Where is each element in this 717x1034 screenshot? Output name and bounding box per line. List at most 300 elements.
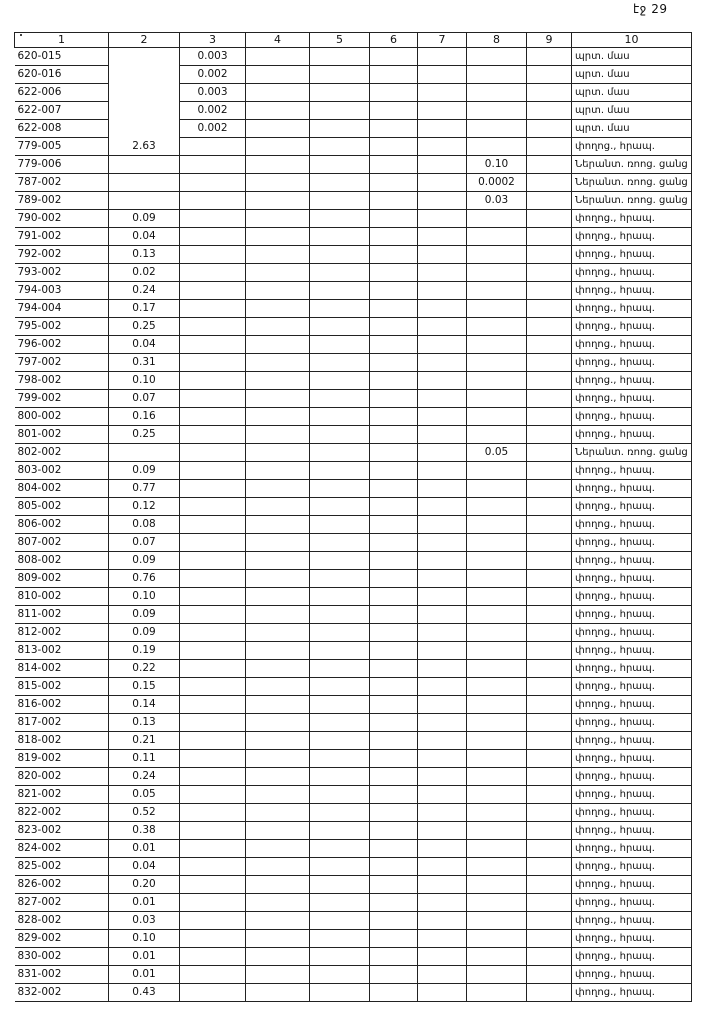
col4-cell	[246, 156, 310, 174]
col9-cell	[527, 372, 572, 390]
area-col2-cell: 0.04	[109, 228, 180, 246]
area-col3-cell	[180, 912, 246, 930]
col4-cell	[246, 174, 310, 192]
area-col8-cell	[467, 804, 527, 822]
col9-cell	[527, 192, 572, 210]
parcel-code-cell: 826-002	[15, 876, 109, 894]
col9-cell	[527, 102, 572, 120]
land-use-note-cell: փողոց., հրապ.	[572, 876, 692, 894]
col5-cell	[310, 840, 370, 858]
col7-cell	[418, 498, 467, 516]
col5-cell	[310, 426, 370, 444]
col4-cell	[246, 930, 310, 948]
col7-cell	[418, 930, 467, 948]
col6-cell	[370, 156, 418, 174]
parcel-code-cell: 799-002	[15, 390, 109, 408]
area-col3-cell	[180, 498, 246, 516]
parcel-code-cell: 829-002	[15, 930, 109, 948]
area-col2-cell: 0.10	[109, 372, 180, 390]
area-col2-cell	[109, 84, 180, 102]
col4-cell	[246, 228, 310, 246]
land-use-note-cell: պրտ. մաս	[572, 66, 692, 84]
col9-cell	[527, 624, 572, 642]
land-use-note-cell: փողոց., հրապ.	[572, 750, 692, 768]
land-use-note-cell: փողոց., հրապ.	[572, 768, 692, 786]
area-col8-cell	[467, 66, 527, 84]
area-col8-cell	[467, 876, 527, 894]
parcel-code-cell: 622-006	[15, 84, 109, 102]
col6-cell	[370, 786, 418, 804]
col5-cell	[310, 156, 370, 174]
land-use-note-cell: փողոց., հրապ.	[572, 462, 692, 480]
col5-cell	[310, 732, 370, 750]
area-col3-cell	[180, 678, 246, 696]
area-col8-cell	[467, 552, 527, 570]
area-col8-cell: 0.03	[467, 192, 527, 210]
parcel-code-cell: 813-002	[15, 642, 109, 660]
area-col2-cell: 0.02	[109, 264, 180, 282]
land-use-note-cell: փողոց., հրապ.	[572, 984, 692, 1002]
col4-cell	[246, 606, 310, 624]
col6-cell	[370, 984, 418, 1002]
parcel-code-cell: 791-002	[15, 228, 109, 246]
col5-cell	[310, 786, 370, 804]
parcel-code-cell: 810-002	[15, 588, 109, 606]
area-col8-cell	[467, 984, 527, 1002]
col5-cell	[310, 372, 370, 390]
col6-cell	[370, 390, 418, 408]
area-col8-cell	[467, 354, 527, 372]
table-row	[15, 912, 692, 930]
area-col3-cell	[180, 228, 246, 246]
col9-cell	[527, 552, 572, 570]
col7-cell	[418, 426, 467, 444]
col4-cell	[246, 660, 310, 678]
col7-cell	[418, 66, 467, 84]
table-row	[15, 768, 692, 786]
col4-cell	[246, 624, 310, 642]
col7-cell	[418, 516, 467, 534]
area-col2-cell: 0.04	[109, 858, 180, 876]
col9-cell	[527, 984, 572, 1002]
land-use-note-cell: փողոց., հրապ.	[572, 642, 692, 660]
area-col2-cell: 0.09	[109, 624, 180, 642]
col6-cell	[370, 498, 418, 516]
col4-cell	[246, 750, 310, 768]
table-row	[15, 642, 692, 660]
area-col8-cell	[467, 246, 527, 264]
table-row	[15, 588, 692, 606]
col7-cell	[418, 84, 467, 102]
parcel-code-cell: 830-002	[15, 948, 109, 966]
table-row	[15, 570, 692, 588]
col4-cell	[246, 462, 310, 480]
area-col8-cell	[467, 498, 527, 516]
parcel-code-cell: 831-002	[15, 966, 109, 984]
area-col8-cell	[467, 948, 527, 966]
area-col2-cell: 0.17	[109, 300, 180, 318]
area-col2-cell: 0.24	[109, 768, 180, 786]
parcel-code-cell: 793-002	[15, 264, 109, 282]
col-header-9: 9	[527, 33, 572, 48]
land-use-note-cell: փողոց., հրապ.	[572, 624, 692, 642]
table-row	[15, 444, 692, 462]
table-row	[15, 426, 692, 444]
area-col8-cell	[467, 48, 527, 66]
area-col8-cell	[467, 840, 527, 858]
col4-cell	[246, 264, 310, 282]
land-use-note-cell: փողոց., հրապ.	[572, 714, 692, 732]
col5-cell	[310, 498, 370, 516]
col4-cell	[246, 66, 310, 84]
table-row	[15, 84, 692, 102]
col6-cell	[370, 264, 418, 282]
area-col3-cell	[180, 606, 246, 624]
area-col8-cell	[467, 282, 527, 300]
parcel-code-cell: 622-007	[15, 102, 109, 120]
area-col3-cell	[180, 480, 246, 498]
area-col3-cell	[180, 444, 246, 462]
col4-cell	[246, 336, 310, 354]
col6-cell	[370, 318, 418, 336]
col7-cell	[418, 966, 467, 984]
col6-cell	[370, 660, 418, 678]
col5-cell	[310, 966, 370, 984]
col9-cell	[527, 354, 572, 372]
col5-cell	[310, 390, 370, 408]
col5-cell	[310, 714, 370, 732]
col6-cell	[370, 210, 418, 228]
area-col2-cell: 0.31	[109, 354, 180, 372]
col7-cell	[418, 858, 467, 876]
area-col2-cell: 0.25	[109, 426, 180, 444]
col9-cell	[527, 570, 572, 588]
col4-cell	[246, 102, 310, 120]
col7-cell	[418, 714, 467, 732]
col5-cell	[310, 120, 370, 138]
col4-cell	[246, 390, 310, 408]
col6-cell	[370, 642, 418, 660]
table-row	[15, 948, 692, 966]
land-use-note-cell: փողոց., հրապ.	[572, 588, 692, 606]
area-col2-cell: 0.09	[109, 462, 180, 480]
col7-cell	[418, 390, 467, 408]
parcel-code-cell: 811-002	[15, 606, 109, 624]
col7-cell	[418, 984, 467, 1002]
area-col2-cell: 0.52	[109, 804, 180, 822]
area-col2-cell	[109, 156, 180, 174]
land-use-note-cell: փողոց., հրապ.	[572, 246, 692, 264]
area-col2-cell: 0.13	[109, 714, 180, 732]
area-col2-cell: 0.24	[109, 282, 180, 300]
land-use-note-cell: փողոց., հրապ.	[572, 732, 692, 750]
col4-cell	[246, 984, 310, 1002]
land-use-note-cell: փողոց., հրապ.	[572, 930, 692, 948]
col6-cell	[370, 372, 418, 390]
col5-cell	[310, 318, 370, 336]
col9-cell	[527, 786, 572, 804]
col6-cell	[370, 354, 418, 372]
col7-cell	[418, 336, 467, 354]
area-col2-cell: 0.15	[109, 678, 180, 696]
parcel-code-cell: 779-005	[15, 138, 109, 156]
col4-cell	[246, 678, 310, 696]
parcel-code-cell: 812-002	[15, 624, 109, 642]
table-row	[15, 156, 692, 174]
area-col8-cell	[467, 660, 527, 678]
table-row	[15, 48, 692, 66]
area-col8-cell	[467, 624, 527, 642]
land-use-note-cell: փողոց., հրապ.	[572, 840, 692, 858]
parcel-code-cell: 819-002	[15, 750, 109, 768]
col7-cell	[418, 192, 467, 210]
area-col3-cell	[180, 786, 246, 804]
table-row	[15, 552, 692, 570]
col4-cell	[246, 210, 310, 228]
area-col2-cell: 2.63	[109, 138, 180, 156]
table-row	[15, 462, 692, 480]
area-col2-cell	[109, 66, 180, 84]
col6-cell	[370, 570, 418, 588]
table-row	[15, 786, 692, 804]
col5-cell	[310, 300, 370, 318]
area-col2-cell: 0.01	[109, 894, 180, 912]
area-col8-cell	[467, 570, 527, 588]
col4-cell	[246, 894, 310, 912]
area-col8-cell	[467, 696, 527, 714]
col4-cell	[246, 948, 310, 966]
col7-cell	[418, 534, 467, 552]
table-row	[15, 192, 692, 210]
col4-cell	[246, 480, 310, 498]
col7-cell	[418, 660, 467, 678]
table-row	[15, 606, 692, 624]
col5-cell	[310, 192, 370, 210]
area-col3-cell	[180, 534, 246, 552]
area-col3-cell	[180, 894, 246, 912]
area-col3-cell	[180, 372, 246, 390]
col5-cell	[310, 246, 370, 264]
land-use-note-cell: Ներանտ. ռոոց. ցանց	[572, 192, 692, 210]
area-col2-cell: 0.10	[109, 588, 180, 606]
col-header-7: 7	[418, 33, 467, 48]
area-col8-cell	[467, 822, 527, 840]
area-col3-cell	[180, 984, 246, 1002]
col9-cell	[527, 462, 572, 480]
col7-cell	[418, 354, 467, 372]
col6-cell	[370, 228, 418, 246]
area-col2-cell: 0.77	[109, 480, 180, 498]
parcel-code-cell: 806-002	[15, 516, 109, 534]
col9-cell	[527, 858, 572, 876]
area-col3-cell	[180, 210, 246, 228]
col9-cell	[527, 516, 572, 534]
area-col3-cell: 0.002	[180, 102, 246, 120]
area-col2-cell: 0.13	[109, 246, 180, 264]
col7-cell	[418, 408, 467, 426]
col9-cell	[527, 912, 572, 930]
land-use-note-cell: փողոց., հրապ.	[572, 966, 692, 984]
col7-cell	[418, 804, 467, 822]
area-col3-cell	[180, 696, 246, 714]
col4-cell	[246, 732, 310, 750]
col7-cell	[418, 750, 467, 768]
col4-cell	[246, 48, 310, 66]
col5-cell	[310, 462, 370, 480]
area-col2-cell: 0.07	[109, 390, 180, 408]
area-col3-cell	[180, 588, 246, 606]
parcel-code-cell: 827-002	[15, 894, 109, 912]
area-col8-cell	[467, 534, 527, 552]
col6-cell	[370, 678, 418, 696]
area-col2-cell	[109, 102, 180, 120]
col5-cell	[310, 552, 370, 570]
table-row	[15, 246, 692, 264]
parcel-code-cell: 816-002	[15, 696, 109, 714]
col6-cell	[370, 174, 418, 192]
col7-cell	[418, 48, 467, 66]
col4-cell	[246, 714, 310, 732]
table-row	[15, 714, 692, 732]
parcel-code-cell: 622-008	[15, 120, 109, 138]
area-col8-cell	[467, 606, 527, 624]
area-col3-cell: 0.002	[180, 66, 246, 84]
area-col2-cell: 0.09	[109, 552, 180, 570]
table-row	[15, 264, 692, 282]
table-row	[15, 138, 692, 156]
col6-cell	[370, 894, 418, 912]
col4-cell	[246, 786, 310, 804]
table-row	[15, 732, 692, 750]
col5-cell	[310, 588, 370, 606]
col7-cell	[418, 606, 467, 624]
area-col2-cell: 0.05	[109, 786, 180, 804]
col9-cell	[527, 804, 572, 822]
parcel-code-cell: 795-002	[15, 318, 109, 336]
col6-cell	[370, 426, 418, 444]
col5-cell	[310, 984, 370, 1002]
area-col8-cell	[467, 768, 527, 786]
col5-cell	[310, 570, 370, 588]
land-register-table	[14, 32, 692, 1002]
col6-cell	[370, 840, 418, 858]
col4-cell	[246, 570, 310, 588]
col-header-4: 4	[246, 33, 310, 48]
col5-cell	[310, 750, 370, 768]
col6-cell	[370, 444, 418, 462]
col4-cell	[246, 300, 310, 318]
area-col2-cell: 0.38	[109, 822, 180, 840]
table-row	[15, 174, 692, 192]
area-col3-cell	[180, 642, 246, 660]
area-col2-cell: 0.21	[109, 732, 180, 750]
area-col2-cell: 0.12	[109, 498, 180, 516]
area-col2-cell: 0.03	[109, 912, 180, 930]
col-header-10: 10	[572, 33, 692, 48]
area-col8-cell	[467, 750, 527, 768]
parcel-code-cell: 804-002	[15, 480, 109, 498]
table-row	[15, 228, 692, 246]
col5-cell	[310, 408, 370, 426]
col7-cell	[418, 570, 467, 588]
col9-cell	[527, 120, 572, 138]
parcel-code-cell: 809-002	[15, 570, 109, 588]
col5-cell	[310, 516, 370, 534]
area-col8-cell	[467, 480, 527, 498]
area-col2-cell: 0.11	[109, 750, 180, 768]
table-row	[15, 102, 692, 120]
col9-cell	[527, 480, 572, 498]
table-row	[15, 930, 692, 948]
col4-cell	[246, 804, 310, 822]
area-col2-cell: 0.22	[109, 660, 180, 678]
parcel-code-cell: 802-002	[15, 444, 109, 462]
col5-cell	[310, 228, 370, 246]
col6-cell	[370, 606, 418, 624]
col5-cell	[310, 696, 370, 714]
area-col2-cell: 0.76	[109, 570, 180, 588]
col-header-3: 3	[180, 33, 246, 48]
parcel-code-cell: 794-004	[15, 300, 109, 318]
col6-cell	[370, 768, 418, 786]
parcel-code-cell: 801-002	[15, 426, 109, 444]
col9-cell	[527, 948, 572, 966]
area-col8-cell	[467, 264, 527, 282]
land-use-note-cell: փողոց., հրապ.	[572, 534, 692, 552]
col7-cell	[418, 768, 467, 786]
col7-cell	[418, 624, 467, 642]
col4-cell	[246, 912, 310, 930]
col4-cell	[246, 246, 310, 264]
col7-cell	[418, 372, 467, 390]
col5-cell	[310, 138, 370, 156]
parcel-code-cell: 825-002	[15, 858, 109, 876]
col5-cell	[310, 624, 370, 642]
col6-cell	[370, 588, 418, 606]
land-use-note-cell: փողոց., հրապ.	[572, 426, 692, 444]
area-col3-cell	[180, 660, 246, 678]
parcel-code-cell: 805-002	[15, 498, 109, 516]
land-use-note-cell: պրտ. մաս	[572, 48, 692, 66]
col9-cell	[527, 606, 572, 624]
col7-cell	[418, 120, 467, 138]
col5-cell	[310, 66, 370, 84]
col5-cell	[310, 84, 370, 102]
land-use-note-cell: փողոց., հրապ.	[572, 660, 692, 678]
parcel-code-cell: 792-002	[15, 246, 109, 264]
col5-cell	[310, 174, 370, 192]
parcel-code-cell: 787-002	[15, 174, 109, 192]
col9-cell	[527, 894, 572, 912]
area-col3-cell	[180, 858, 246, 876]
table-row	[15, 840, 692, 858]
col9-cell	[527, 426, 572, 444]
col9-cell	[527, 84, 572, 102]
land-use-note-cell: փողոց., հրապ.	[572, 696, 692, 714]
col5-cell	[310, 642, 370, 660]
col4-cell	[246, 444, 310, 462]
col7-cell	[418, 102, 467, 120]
col4-cell	[246, 696, 310, 714]
parcel-code-cell: 797-002	[15, 354, 109, 372]
area-col8-cell: 0.10	[467, 156, 527, 174]
area-col8-cell	[467, 336, 527, 354]
area-col2-cell	[109, 120, 180, 138]
col4-cell	[246, 966, 310, 984]
col6-cell	[370, 516, 418, 534]
col9-cell	[527, 678, 572, 696]
col6-cell	[370, 246, 418, 264]
